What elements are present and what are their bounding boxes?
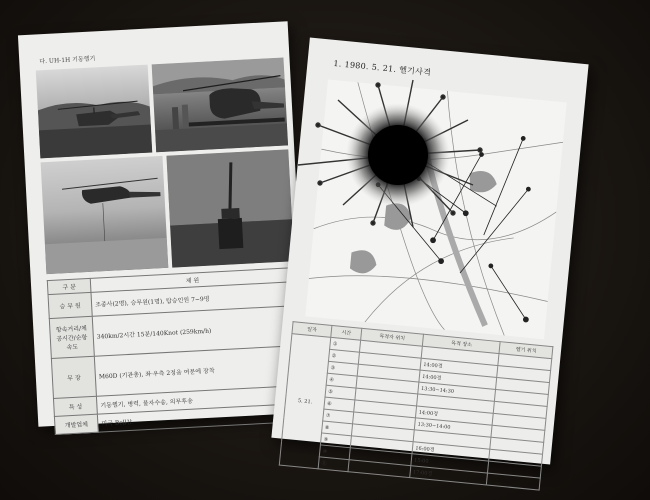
log-header-date: 일자 (292, 322, 332, 338)
spec-value: 기동헬기, 병력, 물자수송, 의무후송 (96, 386, 301, 415)
log-cell: ② (329, 349, 360, 364)
photo-door-gun (166, 149, 294, 267)
log-header-witness: 목격자 위치 (361, 328, 424, 346)
log-cell: ⑥ (324, 397, 355, 412)
document-header: 다. UH-1H 기동헬기 (39, 55, 96, 66)
log-cell: ⑪ (318, 457, 349, 472)
photo-helicopter-ground-crew (152, 57, 288, 152)
photo-grid (36, 57, 294, 274)
log-cell: 14:00경 (419, 370, 497, 389)
log-cell: ① (330, 337, 361, 352)
log-header-heli: 헬기 위치 (499, 342, 553, 359)
helicopter-spec-document (18, 21, 308, 430)
log-cell: ③ (327, 361, 358, 376)
log-cell: 14:00경 (416, 406, 494, 425)
spec-label: 항속거리/체공시간/순항속도 (49, 316, 94, 358)
spec-label: 특 성 (53, 396, 97, 416)
spec-header-value: 제 원 (90, 268, 294, 293)
witness-map (305, 79, 567, 339)
log-cell: 16:00경 (412, 442, 490, 461)
log-cell: ④ (326, 373, 357, 388)
spec-label: 무 장 (51, 356, 96, 398)
log-cell: 15:00 (411, 454, 489, 473)
log-cell: ⑤ (325, 385, 356, 400)
log-cell: 17:00경 (410, 466, 488, 485)
spec-value: 조종사(2명), 승무원(1명), 탑승인원 7~9명 (91, 282, 296, 317)
log-cell: 14:00경 (420, 358, 498, 377)
photo-helicopter-landing (36, 65, 152, 159)
log-header-time: 시간 (331, 325, 362, 340)
spec-table (47, 267, 303, 435)
spec-label: 개발업체 (54, 414, 98, 434)
log-cell: ⑨ (321, 433, 352, 448)
log-cell: 13:30~14:30 (418, 382, 496, 401)
photo-helicopter-hoist (41, 156, 169, 274)
witness-log-table (279, 321, 554, 490)
log-cell: ⑩ (319, 445, 350, 460)
spec-header-category: 구 분 (47, 278, 91, 294)
spec-label: 승 무 원 (48, 292, 92, 318)
spec-value: M60D (기관총), 좌·우측 2정을 여문에 장착 (94, 346, 300, 397)
spec-value: 미국 Bell社 (97, 404, 302, 433)
log-cell: 13:30~14:00 (415, 418, 493, 437)
log-cell: ⑦ (323, 409, 354, 424)
document-title: 1. 1980. 5. 21. 헬기사격 (333, 58, 432, 78)
helicopter-firing-document (271, 38, 588, 478)
spec-value: 340km/2시간 15분/140Knot (259km/h) (92, 306, 298, 357)
log-header-place: 목격 장소 (423, 334, 501, 353)
log-date: 5. 21. (279, 334, 331, 469)
log-cell: ⑧ (322, 421, 353, 436)
